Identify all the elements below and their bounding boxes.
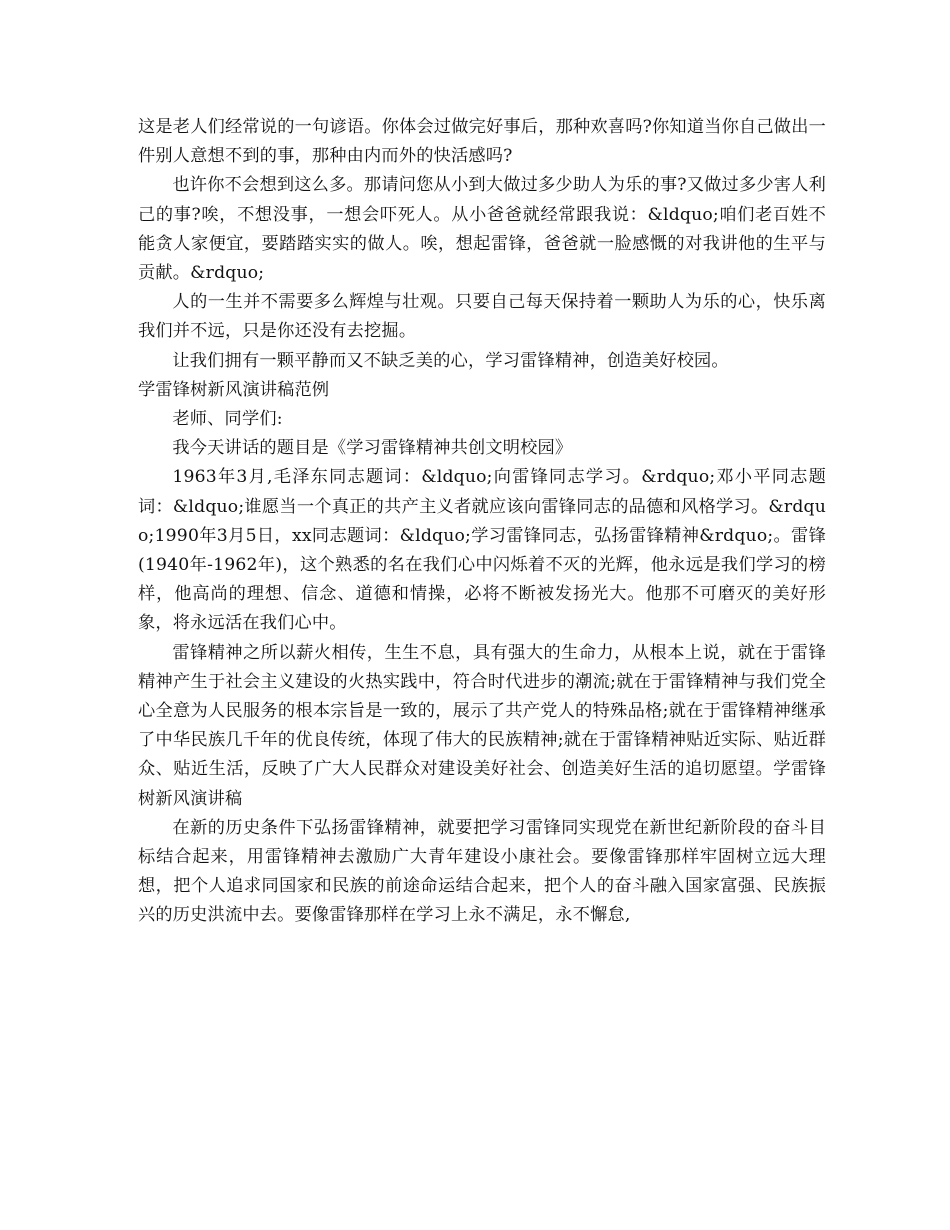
salutation: 老师、同学们:: [172, 409, 283, 430]
paragraph-4: 让我们拥有一颗平静而又不缺乏美的心，学习雷锋精神，创造美好校园。: [172, 350, 729, 371]
paragraph-2: 也许你不会想到这么多。那请问您从小到大做过多少助人为乐的事?又做过多少害人利己的事?唉，不想没事，一想会吓死人。从小爸爸就经常跟我说：&ldquo;咱们老百姓不能贪人家便宜，要踏踏实实的做人。唉，想起雷锋，爸爸就一脸感慨的对我讲他的生平与贡献。&rdquo;: [138, 175, 826, 284]
paragraph-10: 在新的历史条件下弘扬雷锋精神，就要把学习雷锋同实现党在新世纪新阶段的奋斗目标结合起来，用雷锋精神去激励广大青年建设小康社会。要像雷锋那样牢固树立远大理想，把个人追求同国家和民族的前途命运结合起来，把个人的奋斗融入国家富强、民族振兴的历史洪流中去。要像雷锋那样在学习上永不满足，永不懈怠,: [138, 817, 826, 926]
paragraph-9: 雷锋精神之所以薪火相传，生生不息，具有强大的生命力，从根本上说，就在于雷锋精神产生于社会主义建设的火热实践中，符合时代进步的潮流;就在于雷锋精神与我们党全心全意为人民服务的根本宗旨是一致的，展示了共产党人的特殊品格;就在于雷锋精神继承了中华民族几千年的优良传统，体现了伟大的民族精神;就在于雷锋精神贴近实际、贴近群众、贴近生活，反映了广大人民群众对建设美好社会、创造美好生活的追切愿望。学雷锋树新风演讲稿: [138, 642, 826, 809]
document-body: [138, 113, 826, 931]
speech-topic: 我今天讲话的题目是《学习雷锋精神共创文明校园》: [172, 438, 573, 459]
paragraph-3: 人的一生并不需要多么辉煌与壮观。只要自己每天保持着一颗助人为乐的心，快乐离我们并不远，只是你还没有去挖掘。: [138, 292, 826, 342]
paragraph-1: 这是老人们经常说的一句谚语。你体会过做完好事后，那种欢喜吗?你知道当你自己做出一件别人意想不到的事，那种由内而外的快活感吗?: [138, 117, 826, 167]
section-title: 学雷锋树新风演讲稿范例: [138, 379, 330, 400]
paragraph-8: 1963年3月,毛泽东同志题词：&ldquo;向雷锋同志学习。&rdquo;邓小平同志题词：&ldquo;谁愿当一个真正的共产主义者就应该向雷锋同志的品德和风格学习。&rdquo;1990年3月5日，xx同志题词：&ldquo;学习雷锋同志，弘扬雷锋精神&rdquo;。雷锋(1940年-1962年)，这个熟悉的名在我们心中闪烁着不灭的光辉，他永远是我们学习的榜样，他高尚的理想、信念、道德和情操，必将不断被发扬光大。他那不可磨灭的美好形象，将永远活在我们心中。: [138, 467, 826, 634]
